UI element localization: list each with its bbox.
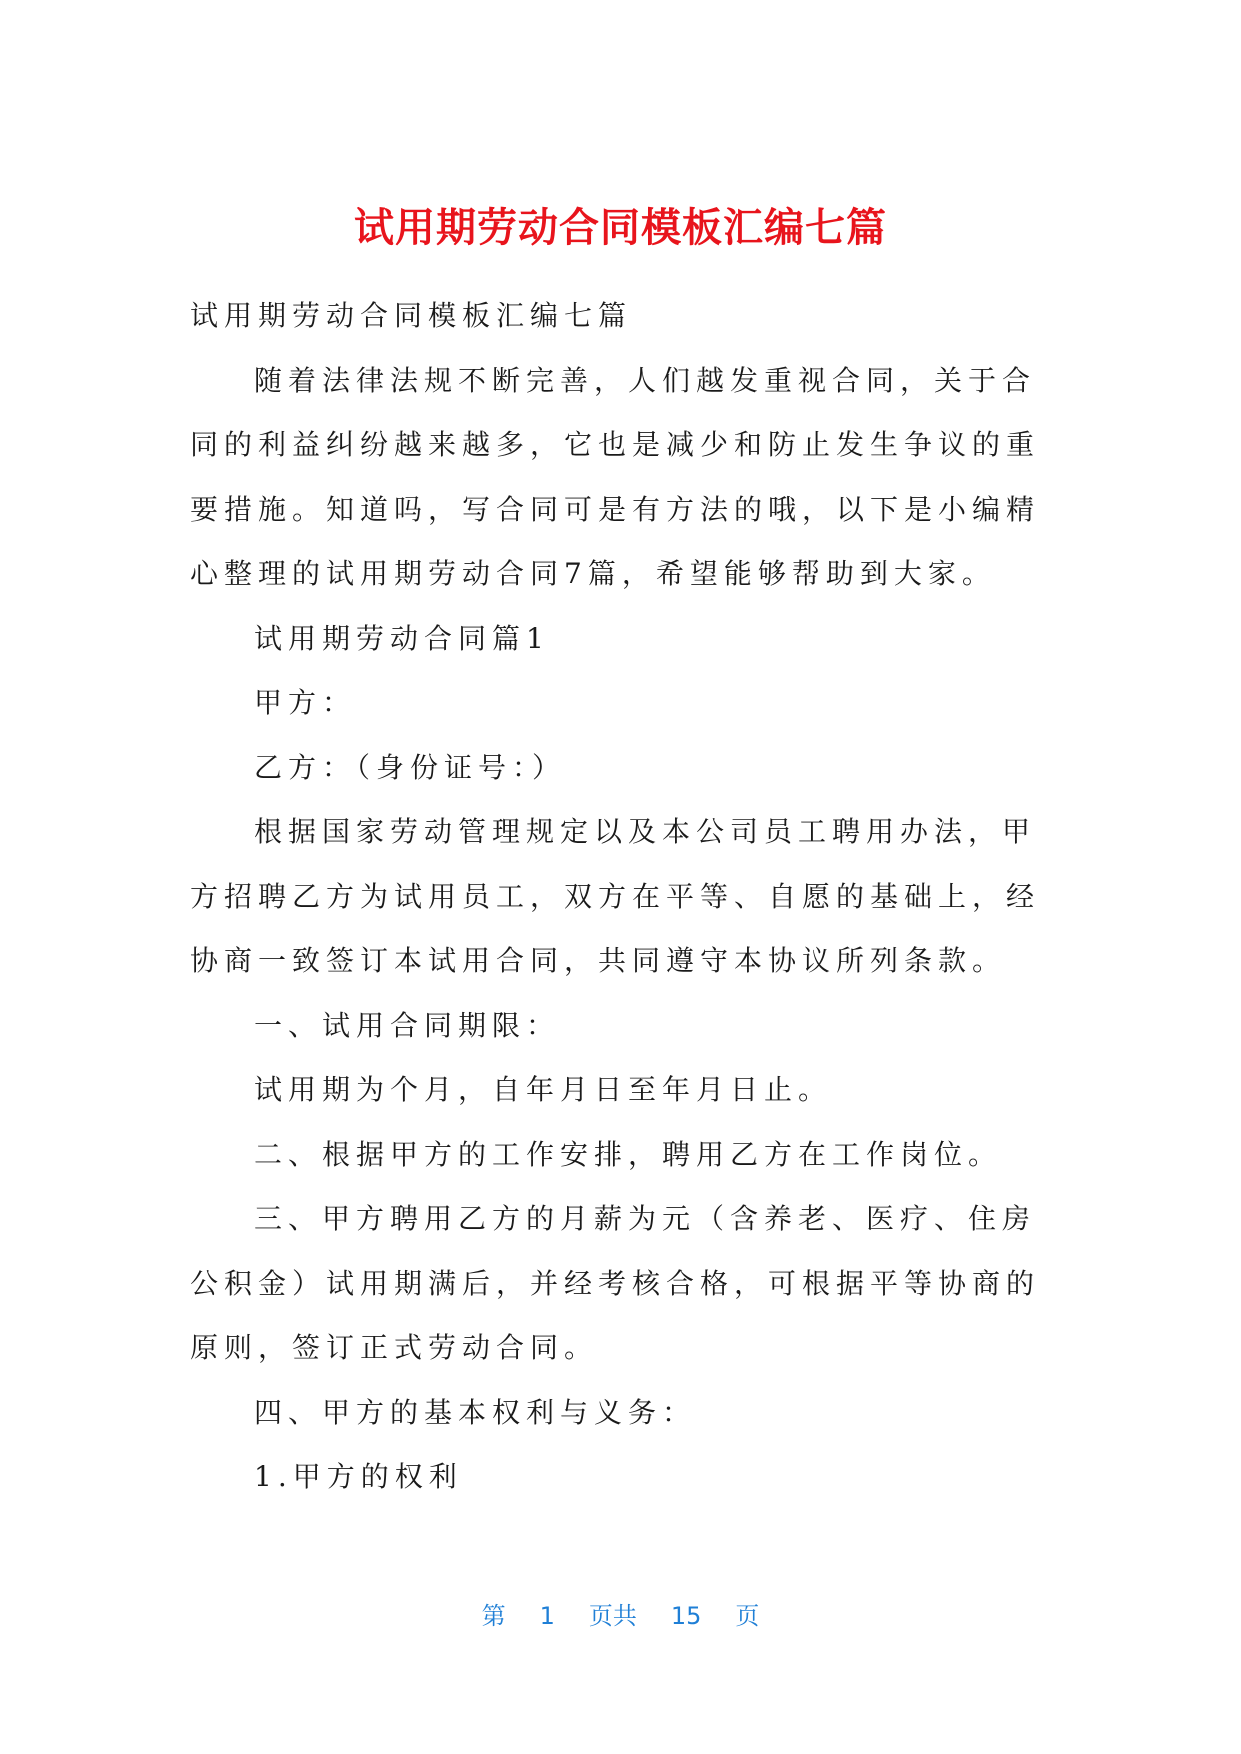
document-title: 试用期劳动合同模板汇编七篇 <box>354 205 887 251</box>
paragraph-preamble: 根据国家劳动管理规定以及本公司员工聘用办法，甲方招聘乙方为试用员工，双方在平等、自愿的基础上，经协商一致签订本试用合同，共同遵守本协议所列条款。 <box>190 815 1041 977</box>
paragraph-clause-1-detail: 试用期为个月，自年月日至年月日止。 <box>254 1073 833 1106</box>
document-body <box>190 284 1042 1510</box>
footer-total-pages: 15 <box>670 1602 702 1630</box>
paragraph-clause-4: 四、甲方的基本权利与义务： <box>254 1395 697 1429</box>
page-footer <box>0 1596 1241 1631</box>
paragraph-clause-4-1: 1.甲方的权利 <box>254 1460 463 1493</box>
paragraph-intro: 随着法律法规不断完善，人们越发重视合同，关于合同的利益纠纷越来越多，它也是减少和防止发生争议的重要措施。知道吗，写合同可是有方法的哦，以下是小编精心整理的试用期劳动合同7篇，希望能够帮助到大家。 <box>190 363 1041 590</box>
paragraph-clause-3: 三、甲方聘用乙方的月薪为元（含养老、医疗、住房公积金）试用期满后，并经考核合格，可根据平等协商的原则，签订正式劳动合同。 <box>190 1202 1041 1364</box>
footer-prefix: 第 <box>481 1602 506 1630</box>
paragraph-section-heading: 试用期劳动合同篇1 <box>254 621 550 655</box>
paragraph-party-b: 乙方：（身份证号：） <box>254 750 567 784</box>
footer-current-page: 1 <box>539 1602 555 1630</box>
paragraph-subtitle: 试用期劳动合同模板汇编七篇 <box>190 299 633 332</box>
footer-suffix: 页 <box>735 1602 760 1630</box>
paragraph-party-a: 甲方： <box>254 686 357 719</box>
paragraph-clause-1: 一、试用合同期限： <box>254 1008 561 1042</box>
paragraph-clause-2: 二、根据甲方的工作安排，聘用乙方在工作岗位。 <box>254 1137 1003 1171</box>
footer-middle: 页共 <box>588 1602 637 1630</box>
